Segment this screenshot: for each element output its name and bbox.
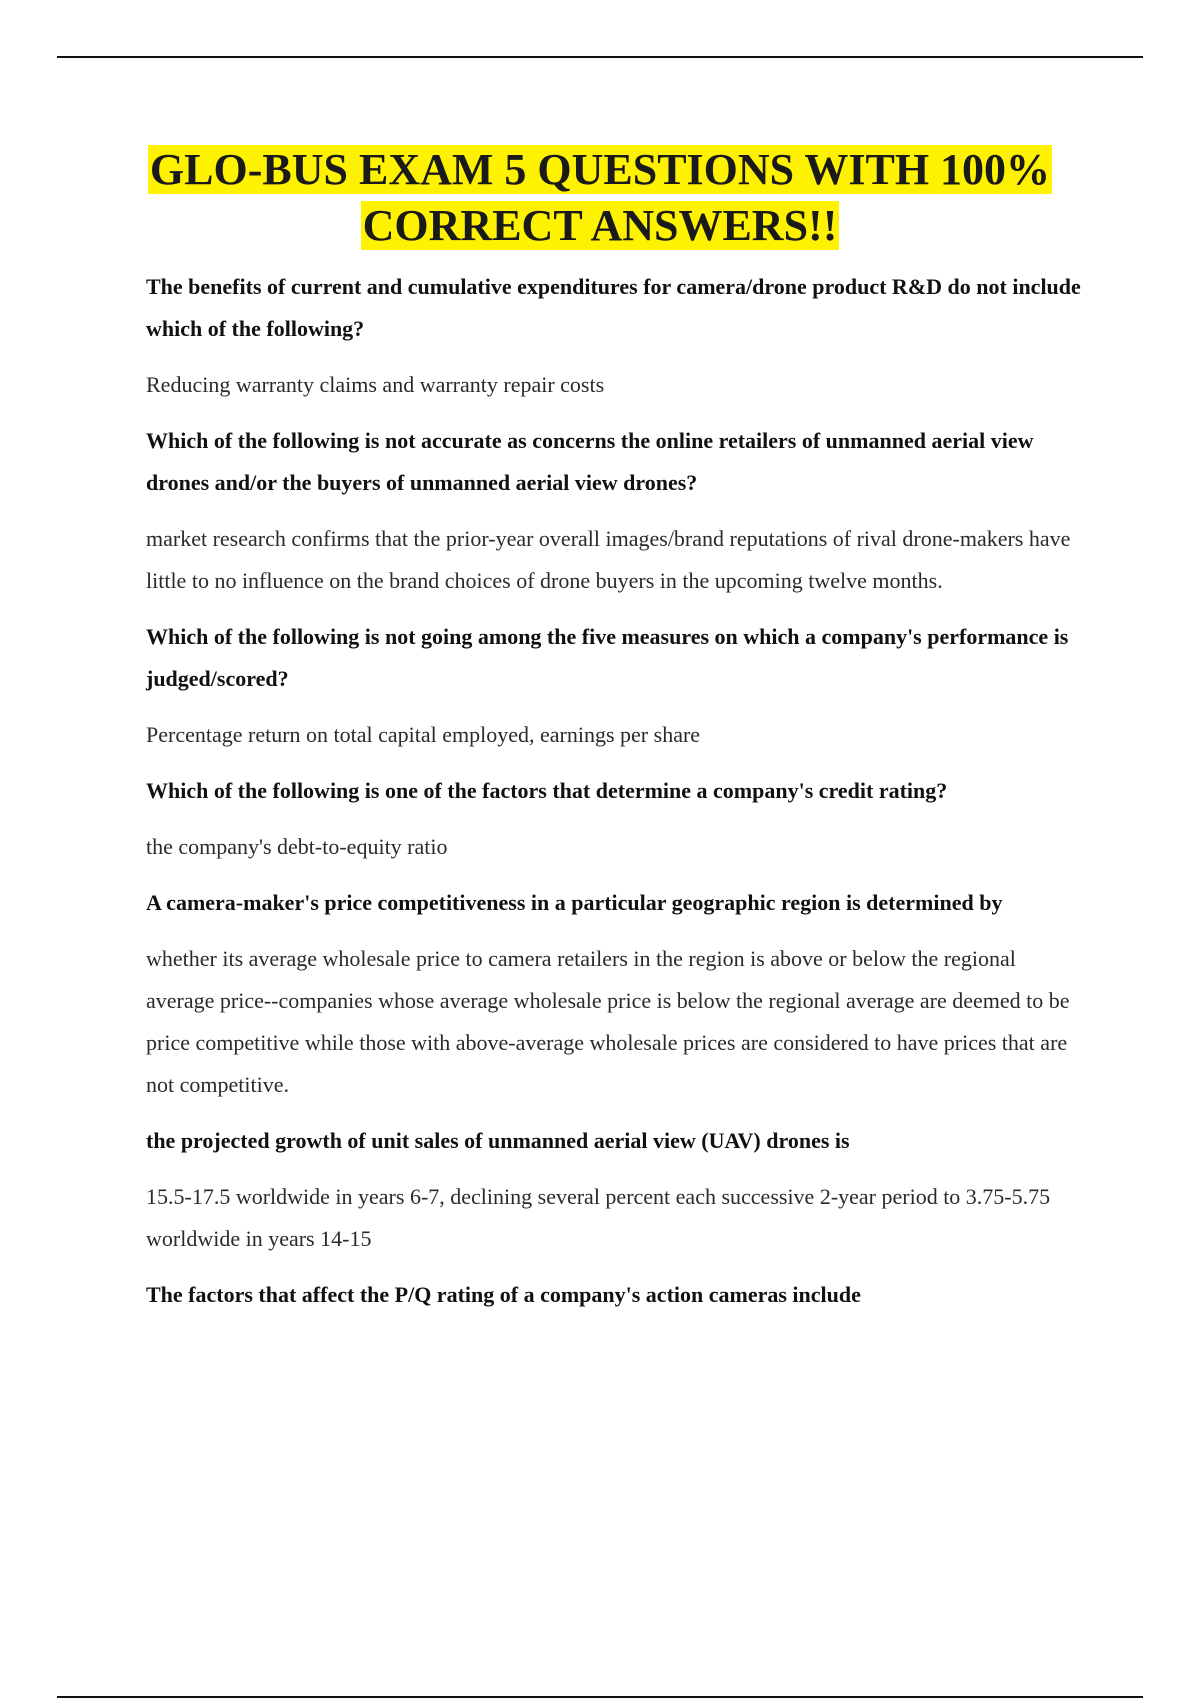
question-4: Which of the following is one of the factors that determine a company's credit rating? bbox=[146, 778, 948, 803]
top-divider bbox=[57, 56, 1143, 58]
question-2: Which of the following is not accurate as concerns the online retailers of unmanned aerial view drones and/or the buyers of unmanned aerial view drones? bbox=[146, 428, 1034, 495]
bottom-divider bbox=[57, 1696, 1143, 1698]
title-line-2: CORRECT ANSWERS!! bbox=[362, 201, 838, 250]
answer-6: 15.5-17.5 worldwide in years 6-7, declining several percent each successive 2-year period to 3.75-5.75 worldwide in years 14-15 bbox=[146, 1184, 1051, 1251]
answer-3: Percentage return on total capital employed, earnings per share bbox=[146, 722, 701, 747]
question-5: A camera-maker's price competitiveness in a particular geographic region is determined by bbox=[146, 890, 1003, 915]
answer-1: Reducing warranty claims and warranty repair costs bbox=[146, 372, 605, 397]
title-line-1: GLO-BUS EXAM 5 QUESTIONS WITH 100% bbox=[149, 145, 1051, 194]
question-3: Which of the following is not going among the five measures on which a company's performance is judged/scored? bbox=[146, 624, 1069, 691]
question-1: The benefits of current and cumulative expenditures for camera/drone product R&D do not include which of the following? bbox=[146, 274, 1081, 341]
document-title bbox=[60, 142, 1140, 254]
answer-2: market research confirms that the prior-year overall images/brand reputations of rival drone-makers have little to no influence on the brand choices of drone buyers in the upcoming twelve months. bbox=[146, 526, 1071, 593]
answer-5: whether its average wholesale price to camera retailers in the region is above or below the regional average price--companies whose average wholesale price is below the regional average are deemed to be price competitive while those with above-average wholesale prices are considered to have prices that are not competitive. bbox=[146, 946, 1070, 1097]
qa-list bbox=[146, 266, 1086, 1330]
answer-4: the company's debt-to-equity ratio bbox=[146, 834, 448, 859]
question-7: The factors that affect the P/Q rating of a company's action cameras include bbox=[146, 1282, 861, 1307]
question-6: the projected growth of unit sales of unmanned aerial view (UAV) drones is bbox=[146, 1128, 850, 1153]
